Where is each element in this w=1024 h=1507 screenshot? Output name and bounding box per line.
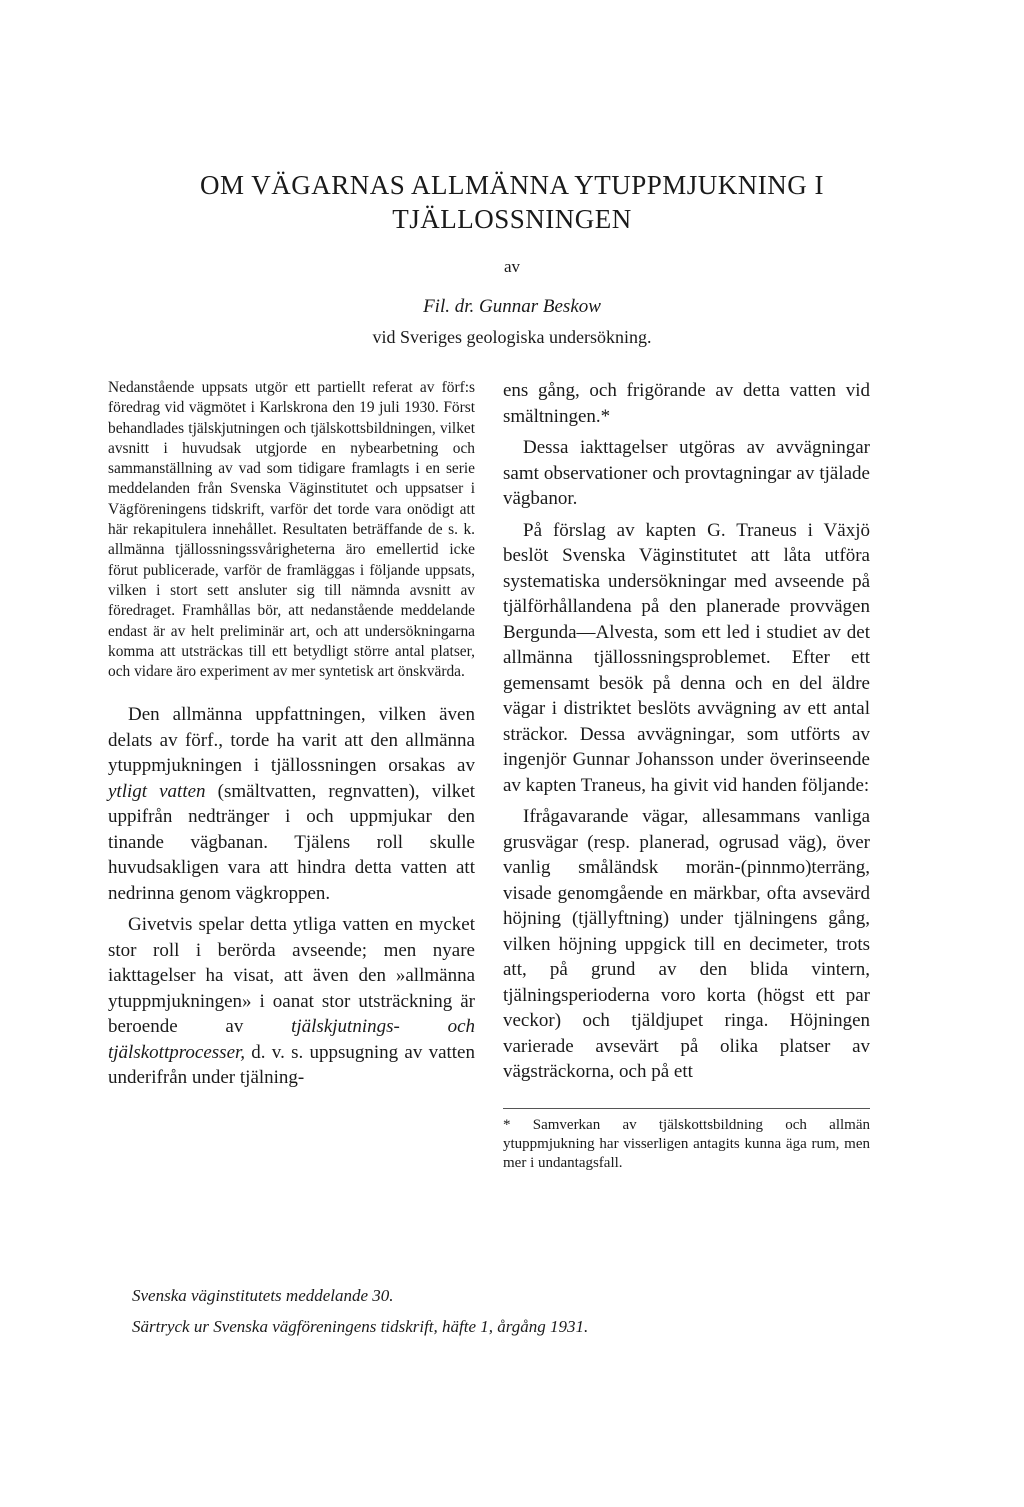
para1-text-a: Den allmänna uppfattningen, vilken även delats av förf., torde ha varit att den allmänna ytuppmjukningen i tjällossningen orsakas av [108,704,475,777]
para1-text-b: (smältvatten, regnvatten), vilket uppifrån nedtränger i och uppmjukar den tinande vägbanan. Tjälens roll skulle huvudsakligen vara att hindra detta vatten att nedrinna genom vägkroppen. [108,780,475,904]
abstract: Nedanstående uppsats utgör ett partiellt referat av förf:s föredrag vid vägmötet i Karlskrona den 19 juli 1930. Först behandlades tjälskjutningen och tjälskottsbildningen, vilket avsnitt i huvudsak utgjorde en nybearbetning och sammanställning av vad som tidigare framlagts i en serie meddelanden från Svenska Väginstitutet och uppsatser i Vägföreningens tidskrift, varför det torde vara onödigt att här rekapitulera innehållet. Resultaten beträffande de s. k. allmänna tjällossningssvårigheterna äro emellertid icke förut publicerade, varför de framläggas i följande uppsats, vilken i stort sett ansluter sig till nämnda avsnitt av föredraget. Framhållas bör, att nedanstående meddelande endast är av helt preliminär art, och att undersökningarna komma att utsträckas till ett betydligt större antal platser, och vidare äro experiment av mer syntetisk art önskvärda. [108,379,475,681]
reprint-note: Särtryck ur Svenska vägföreningens tidskrift, häfte 1, årgång 1931. [132,1317,589,1336]
footnote-rule [503,1108,870,1109]
para1-italic: ytligt vatten [108,780,206,802]
footnote-text: * Samverkan av tjälskottsbildning och allmän ytuppmjukning har visserligen antagits kunna äga rum, men mer i undantagsfall. [503,1116,870,1171]
byline-av: av [503,257,521,276]
title-line-2: TJÄLLOSSNINGEN [392,204,632,234]
para2-text-a: Givetvis spelar detta ytliga vatten en mycket stor roll i berörda avseende; men nyare iakttagelser ha visat, att även den »allmänna ytuppmjukningen» i oanat stor utsträckning är beroende av [108,914,475,1038]
footnote [503,1108,870,1173]
article-title [60,168,964,236]
right-column [503,378,870,1173]
series-note: Svenska väginstitutets meddelande 30. [132,1286,394,1305]
right-paragraph-4: Ifrågavarande vägar, allesammans vanliga grusvägar (resp. planerad, ogrusad väg), över vanlig småländsk morän-(pinnmo)terräng, visade genomgående en märkbar, ofta avsevärd höjning (tjällyftning) under tjälningens gång, vilken höjning uppgick till en decimeter, trots att, på grund av den blida vintern, tjälningsperioderna voro korta (högst ett par veckor) och tjäldjupet ringa. Höjningen varierade avsevärt på olika platser av vägsträckorna, och på ett [503,806,870,1082]
body-paragraph-2 [108,912,475,1091]
right-paragraph-2: Dessa iakttagelser utgöras av avvägningar samt observationer och provtagningar av tjälade vägbanor. [503,437,870,509]
title-line-1: OM VÄGARNAS ALLMÄNNA YTUPPMJUKNING I [199,170,825,200]
right-paragraph-3: På förslag av kapten G. Traneus i Växjö beslöt Svenska Väginstitutet att låta utföra systematiska undersökningar med avseende på tjälförhållandena på den planerade provvägen Bergunda—Alvesta, som ett led i studiet av det allmänna tjällossningsproblemet. Efter ett gemensamt besök på denna och en del äldre vägar i distriktet beslöts avvägning av ett antal sträckor. Dessa avvägningar, som utförts av ingenjör Gunnar Johansson under överinseende av kapten Traneus, ha givit vid handen följande: [503,519,870,796]
left-column [108,378,475,1091]
author-name: Fil. dr. Gunnar Beskow [423,296,601,317]
para2-text-b: d. v. s. uppsugning av vatten underifrån under tjälning- [108,1041,475,1089]
para2-italic: tjälskjutnings- och tjälskottprocesser, [108,1016,476,1063]
author-affiliation: vid Sveriges geologiska undersökning. [372,327,652,347]
body-paragraph-1 [108,702,475,906]
right-paragraph-1: ens gång, och frigörande av detta vatten vid smältningen.* [503,380,870,427]
